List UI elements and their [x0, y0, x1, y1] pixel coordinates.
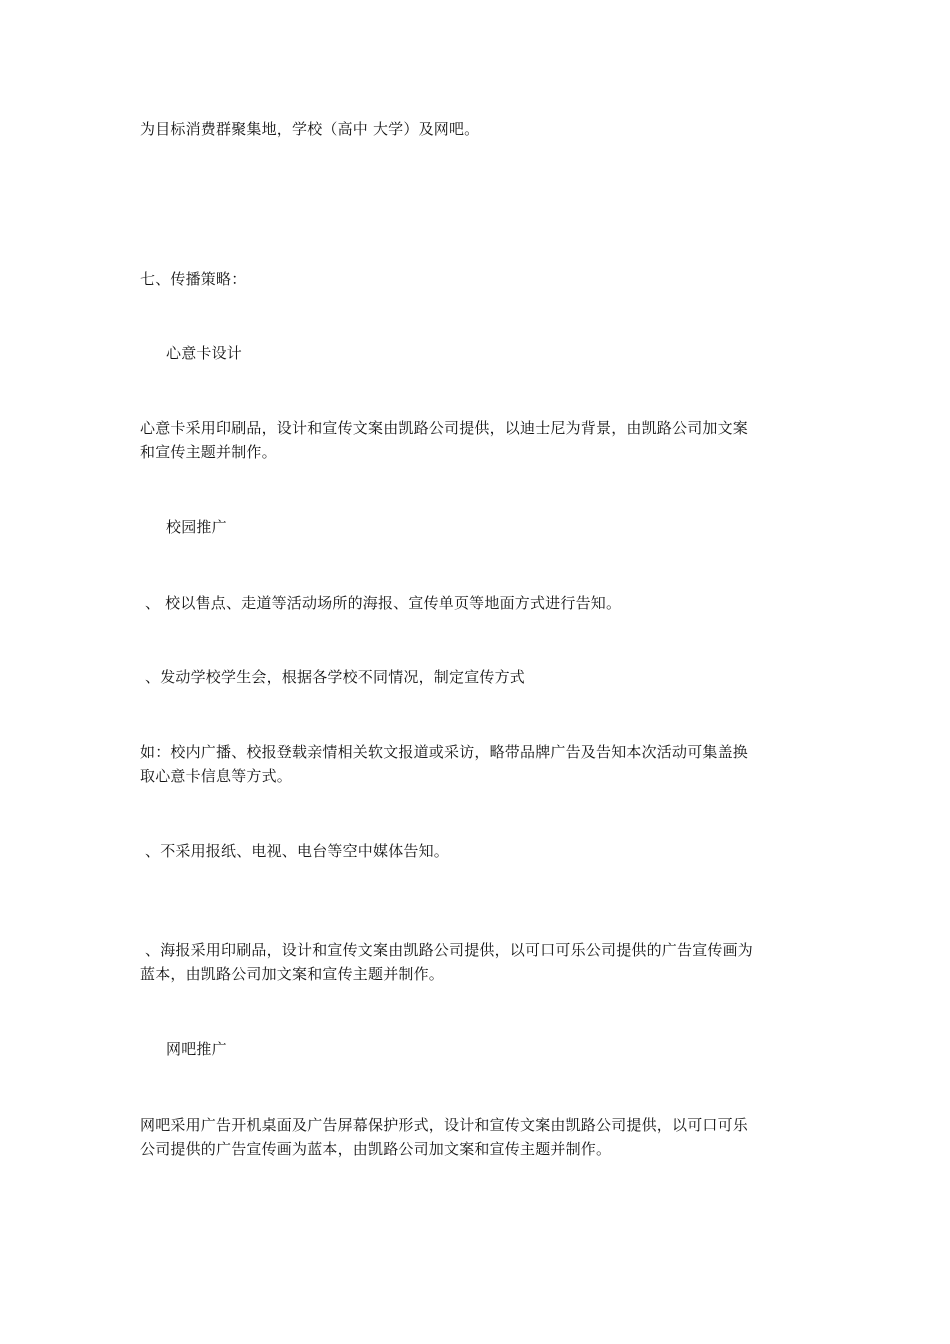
list-item-campus-2: 、发动学校学生会，根据各学校不同情况，制定宣传方式 [145, 668, 526, 686]
list-item-campus-4-line-2: 蓝本，由凯路公司加文案和宣传主题并制作。 [140, 965, 445, 983]
paragraph-target-audience: 为目标消费群聚集地，学校（高中 大学）及网吧。 [140, 120, 480, 138]
paragraph-internet-cafe-line-1: 网吧采用广告开机桌面及广告屏幕保护形式，设计和宣传文案由凯路公司提供，以可口可乐 [140, 1116, 749, 1134]
paragraph-card-line-2: 和宣传主题并制作。 [140, 443, 277, 461]
list-item-campus-3: 、不采用报纸、电视、电台等空中媒体告知。 [145, 842, 450, 860]
paragraph-card-line-1: 心意卡采用印刷品，设计和宣传文案由凯路公司提供，以迪士尼为背景，由凯路公司加文案 [140, 419, 749, 437]
list-item-campus-1: 、 校以售点、走道等活动场所的海报、宣传单页等地面方式进行告知。 [145, 594, 622, 612]
subheading-campus-promotion: 校园推广 [166, 518, 227, 536]
subheading-internet-cafe-promotion: 网吧推广 [166, 1040, 227, 1058]
paragraph-example-line-1: 如：校内广播、校报登载亲情相关软文报道或采访，略带品牌广告及告知本次活动可集盖换 [140, 743, 749, 761]
list-item-campus-4-line-1: 、海报采用印刷品，设计和宣传文案由凯路公司提供，以可口可乐公司提供的广告宣传画为 [145, 941, 754, 959]
subheading-card-design: 心意卡设计 [166, 344, 243, 362]
paragraph-internet-cafe-line-2: 公司提供的广告宣传画为蓝本，由凯路公司加文案和宣传主题并制作。 [140, 1140, 612, 1158]
paragraph-example-line-2: 取心意卡信息等方式。 [140, 767, 293, 785]
section-title-communication-strategy: 七、传播策略： [140, 270, 247, 288]
